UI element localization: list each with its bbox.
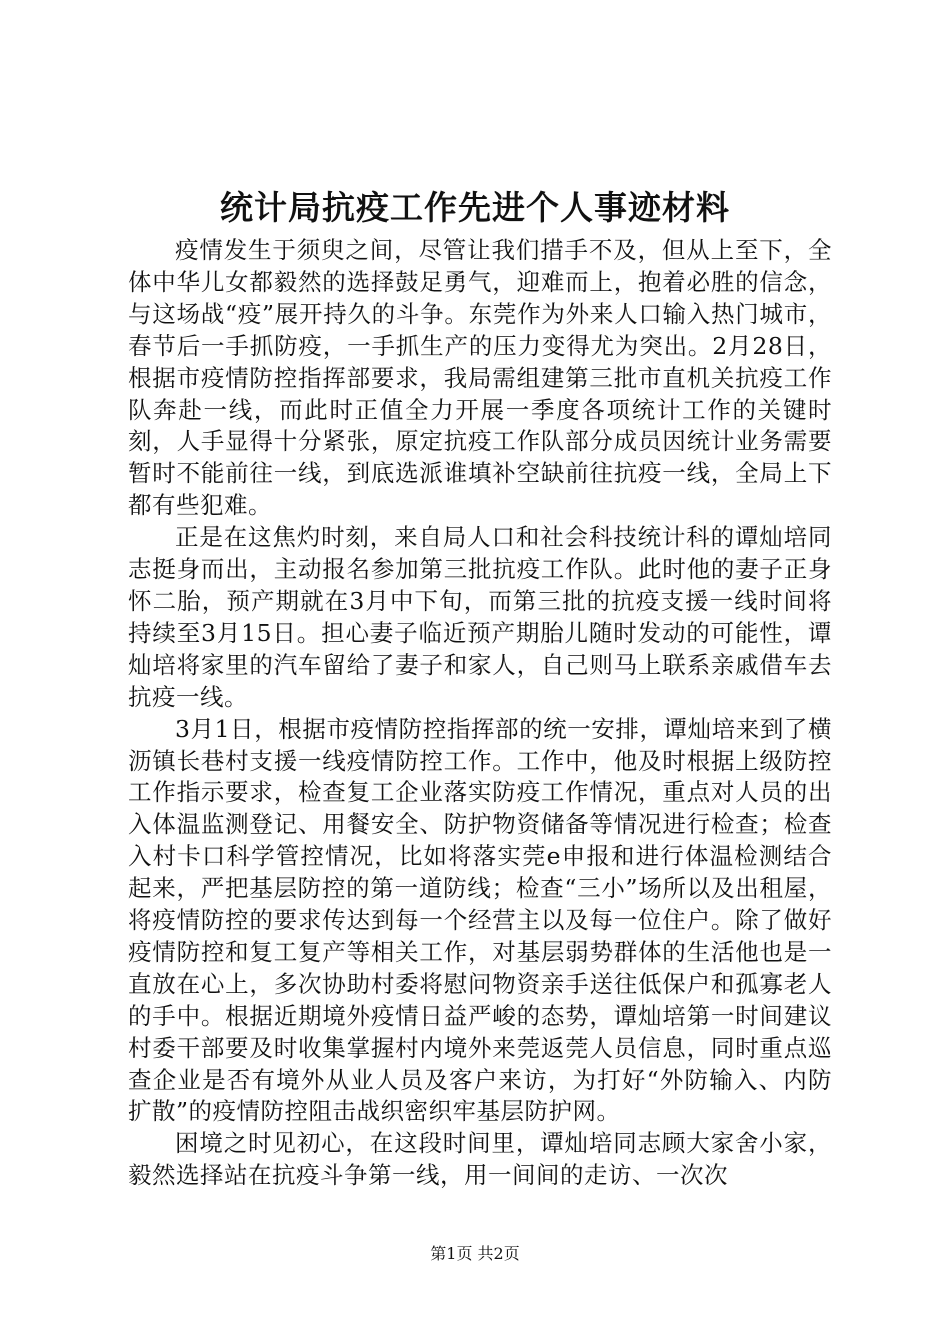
paragraph-4: 困境之时见初心，在这段时间里，谭灿培同志顾大家舍小家，毅然选择站在抗疫斗争第一线，用一间间的走访、一次次: [128, 1129, 832, 1190]
paragraph-2: 正是在这焦灼时刻，来自局人口和社会科技统计科的谭灿培同志挺身而出，主动报名参加第三批抗疫工作队。此时他的妻子正身怀二胎，预产期就在3月中下旬，而第三批的抗疫支援一线时间将持续至3月15日。担心妻子临近预产期胎儿随时发动的可能性，谭灿培将家里的汽车留给了妻子和家人，自己则马上联系亲戚借车去抗疫一线。: [128, 523, 832, 711]
document-title: 统计局抗疫工作先进个人事迹材料: [220, 188, 730, 227]
paragraph-1: 疫情发生于须臾之间，尽管让我们措手不及，但从上至下，全体中华儿女都毅然的选择鼓足勇气，迎难而上，抱着必胜的信念，与这场战“疫”展开持久的斗争。东莞作为外来人口输入热门城市，春节后一手抓防疫，一手抓生产的压力变得尤为突出。2月28日，根据市疫情防控指挥部要求，我局需组建第三批市直机关抗疫工作队奔赴一线，而此时正值全力开展一季度各项统计工作的关键时刻，人手显得十分紧张，原定抗疫工作队部分成员因统计业务需要暂时不能前往一线，到底选派谁填补空缺前往抗疫一线，全局上下都有些犯难。: [128, 236, 832, 520]
document-body: [128, 235, 832, 1192]
page-footer: 第1页 共2页: [430, 1244, 520, 1263]
paragraph-3: 3月1日，根据市疫情防控指挥部的统一安排，谭灿培来到了横沥镇长巷村支援一线疫情防控工作。工作中，他及时根据上级防控工作指示要求，检查复工企业落实防疫工作情况，重点对人员的出入体温监测登记、用餐安全、防护物资储备等情况进行检查；检查入村卡口科学管控情况，比如将落实莞e申报和进行体温检测结合起来，严把基层防控的第一道防线；检查“三小”场所以及出租屋，将疫情防控的要求传达到每一个经营主以及每一位住户。除了做好疫情防控和复工复产等相关工作，对基层弱势群体的生活他也是一直放在心上，多次协助村委将慰问物资亲手送往低保户和孤寡老人的手中。根据近期境外疫情日益严峻的态势，谭灿培第一时间建议村委干部要及时收集掌握村内境外来莞返莞人员信息，同时重点巡查企业是否有境外从业人员及客户来访，为打好“外防输入、内防扩散”的疫情防控阻击战织密织牢基层防护网。: [128, 714, 832, 1126]
